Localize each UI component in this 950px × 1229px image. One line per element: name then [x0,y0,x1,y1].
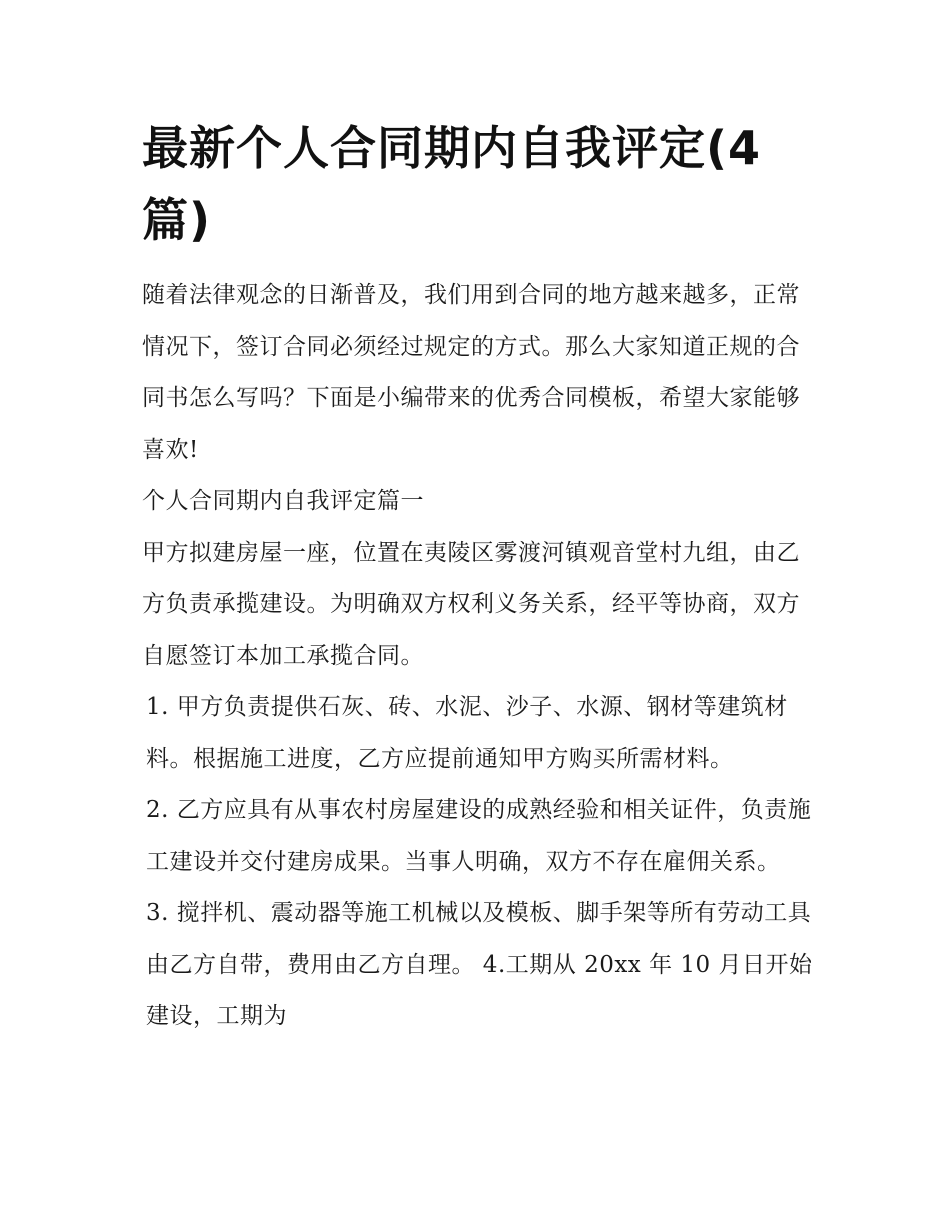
document-title: 最新个人合同期内自我评定(4篇) [142,121,762,247]
contract-paragraph: 甲方拟建房屋一座，位置在夷陵区雾渡河镇观音堂村九组，由乙方负责承揽建设。为明确双方权利义务关系，经平等协商，双方自愿签订本加工承揽合同。 [142,539,800,669]
contract-item-2: 2. 乙方应具有从事农村房屋建设的成熟经验和相关证件，负责施工建设并交付建房成果。当事人明确，双方不存在雇佣关系。 [146,797,812,875]
document-body [142,270,822,1043]
document-content [142,112,822,1043]
intro-paragraph: 随着法律观念的日渐普及，我们用到合同的地方越来越多，正常情况下，签订合同必须经过规定的方式。那么大家知道正规的合同书怎么写吗？下面是小编带来的优秀合同模板，希望大家能够喜欢! [142,282,800,463]
contract-item-3: 3. 搅拌机、震动器等施工机械以及模板、脚手架等所有劳动工具由乙方自带，费用由乙方自理。 4.工期从 20xx 年 10 月日开始建设，工期为 [146,900,813,1029]
section-heading: 个人合同期内自我评定篇一 [142,488,424,514]
contract-item-1: 1. 甲方负责提供石灰、砖、水泥、沙子、水源、钢材等建筑材料。根据施工进度，乙方应提前通知甲方购买所需材料。 [146,694,788,772]
